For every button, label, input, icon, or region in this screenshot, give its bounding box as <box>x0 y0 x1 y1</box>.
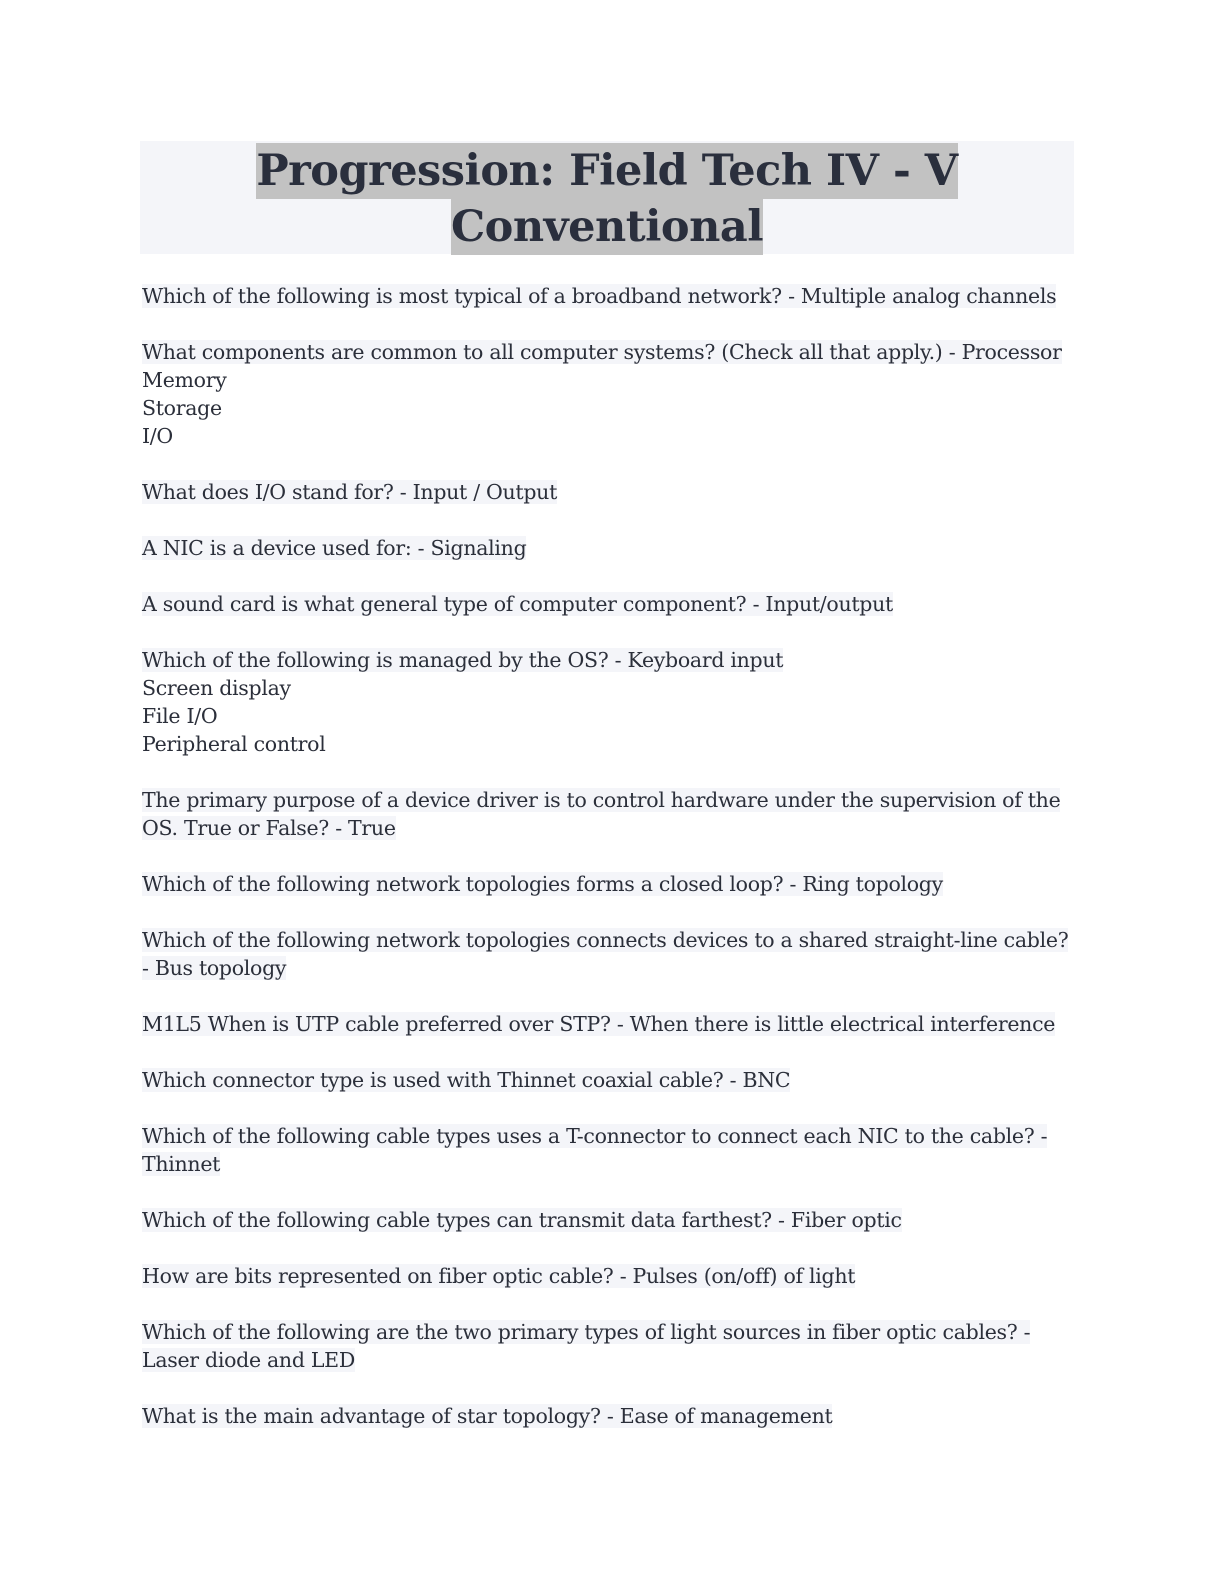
qa-line: Which of the following network topologies forms a closed loop? - Ring topology <box>142 872 943 896</box>
qa-item <box>142 1066 1074 1094</box>
qa-line: File I/O <box>142 704 218 728</box>
qa-line: How are bits represented on fiber optic cable? - Pulses (on/off) of light <box>142 1264 856 1288</box>
qa-item <box>142 1262 1074 1290</box>
qa-line: A NIC is a device used for: - Signaling <box>142 536 527 560</box>
qa-line: M1L5 When is UTP cable preferred over STP? - When there is little electrical interference <box>142 1012 1056 1036</box>
qa-line: - Bus topology <box>142 956 287 980</box>
qa-line: A sound card is what general type of computer component? - Input/output <box>142 592 893 616</box>
qa-item <box>142 338 1074 450</box>
qa-line: Thinnet <box>142 1152 221 1176</box>
qa-line: Which connector type is used with Thinnet coaxial cable? - BNC <box>142 1068 791 1092</box>
qa-item <box>142 478 1074 506</box>
qa-line: Which of the following are the two primary types of light sources in fiber optic cables? - <box>142 1320 1031 1344</box>
qa-line: What does I/O stand for? - Input / Output <box>142 480 558 504</box>
qa-item <box>142 1318 1074 1374</box>
qa-line: Storage <box>142 396 222 420</box>
title-block <box>140 141 1074 254</box>
qa-line: I/O <box>142 424 173 448</box>
qa-line: Memory <box>142 368 227 392</box>
document-title-line-2: Conventional <box>451 199 763 255</box>
qa-item <box>142 282 1074 310</box>
qa-line: Peripheral control <box>142 732 326 756</box>
qa-item <box>142 1122 1074 1178</box>
qa-item <box>142 1010 1074 1038</box>
qa-line: Which of the following is most typical of a broadband network? - Multiple analog channels <box>142 284 1057 308</box>
qa-line: Which of the following is managed by the OS? - Keyboard input <box>142 648 784 672</box>
qa-line: Screen display <box>142 676 291 700</box>
qa-item <box>142 590 1074 618</box>
document-title-line-1: Progression: Field Tech IV - V <box>256 143 957 199</box>
qa-line: What components are common to all computer systems? (Check all that apply.) - Processor <box>142 340 1062 364</box>
document-page <box>140 141 1074 1458</box>
qa-item <box>142 1206 1074 1234</box>
qa-line: Which of the following cable types uses a T-connector to connect each NIC to the cable? - <box>142 1124 1048 1148</box>
qa-line: Which of the following cable types can transmit data farthest? - Fiber optic <box>142 1208 902 1232</box>
qa-item <box>142 1402 1074 1430</box>
qa-line: Laser diode and LED <box>142 1348 355 1372</box>
qa-line: OS. True or False? - True <box>142 816 396 840</box>
qa-item <box>142 926 1074 982</box>
qa-line: Which of the following network topologies connects devices to a shared straight-line cable? <box>142 928 1069 952</box>
qa-item <box>142 786 1074 842</box>
qa-item <box>142 870 1074 898</box>
qa-item <box>142 646 1074 758</box>
qa-item <box>142 534 1074 562</box>
qa-list <box>140 282 1074 1430</box>
qa-line: What is the main advantage of star topology? - Ease of management <box>142 1404 833 1428</box>
qa-line: The primary purpose of a device driver is to control hardware under the supervision of the <box>142 788 1061 812</box>
